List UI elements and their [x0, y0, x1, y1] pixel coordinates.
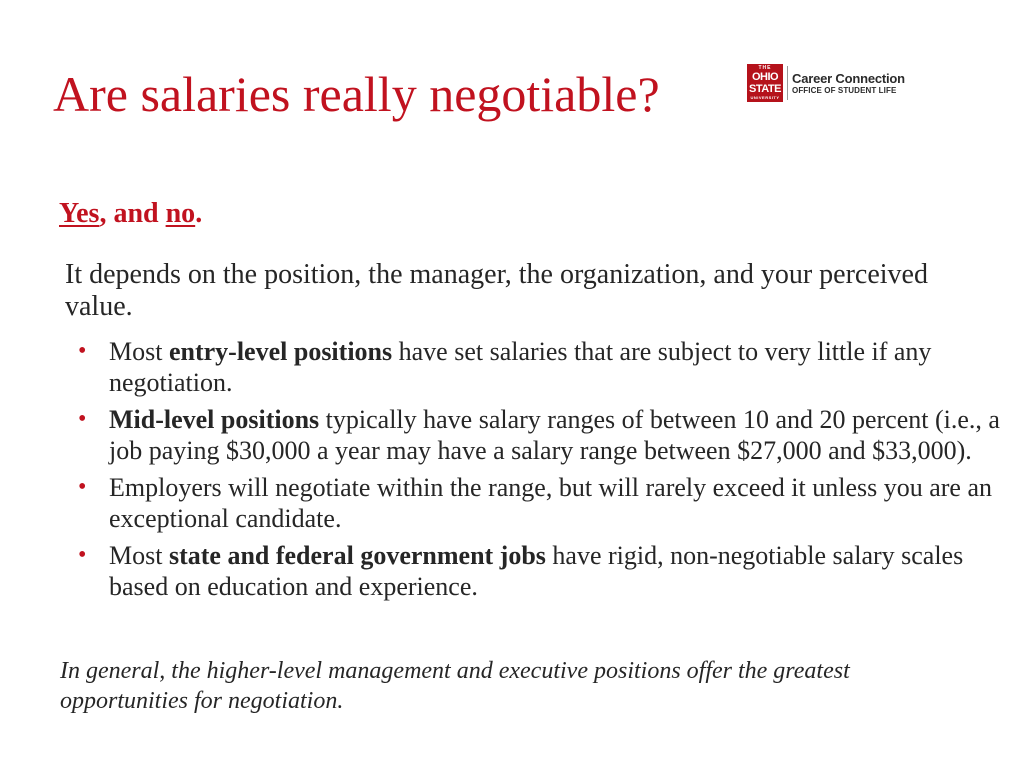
bullet-text-post: have rigid, non-negotiable salary scales based on education and experience. — [109, 541, 964, 601]
slide-title: Are salaries really negotiable? — [53, 66, 660, 122]
ohio-state-logo-block — [747, 64, 783, 102]
logo-block-bottom: UNIVERSITY — [750, 95, 780, 100]
bullet-icon: • — [78, 542, 87, 568]
intro-paragraph: It depends on the position, the manager, the organization, and your perceived value. — [65, 259, 928, 322]
footer-note: In general, the higher-level management and executive positions offer the greatest opportunities for negotiation. — [60, 658, 850, 714]
bullet-text-post: have set salaries that are subject to very little if any negotiation. — [109, 337, 932, 397]
bullet-item — [74, 540, 1004, 602]
career-connection-logo — [747, 63, 905, 103]
answer-comma: , — [99, 198, 107, 229]
logo-main-text: Career Connection — [792, 70, 905, 86]
answer-no: no — [165, 198, 196, 229]
answer-and: and — [106, 198, 166, 229]
bullet-text-pre: Most — [109, 541, 169, 570]
bullet-text-bold: state and federal government jobs — [168, 541, 546, 570]
bullet-text-post: typically have salary ranges of between 10 and 20 percent (i.e., a job paying $30,000 a year may have a salary range between $27,000 and $33,000). — [109, 405, 1000, 465]
answer-heading — [59, 196, 202, 232]
bullet-icon: • — [78, 338, 87, 364]
logo-block-line1: OHIO — [751, 71, 779, 83]
answer-yes: Yes — [59, 198, 100, 229]
bullet-list — [74, 336, 1004, 608]
bullet-item — [74, 404, 1004, 466]
bullet-text-pre: Most — [109, 337, 169, 366]
answer-period: . — [195, 198, 203, 229]
logo-divider — [787, 66, 788, 100]
bullet-icon: • — [78, 406, 87, 432]
bullet-item — [74, 336, 1004, 398]
logo-block-top: THE — [758, 65, 772, 71]
bullet-text-bold: entry-level positions — [168, 337, 393, 366]
bullet-text-bold: Mid-level positions — [109, 405, 320, 434]
logo-block-line2: STATE — [749, 83, 781, 95]
logo-sub-text: OFFICE OF STUDENT LIFE — [792, 85, 897, 95]
logo-text — [792, 71, 905, 96]
bullet-text-pre: Employers will negotiate within the range, but will rarely exceed it unless you are an exceptional candidate. — [109, 473, 993, 533]
bullet-icon: • — [78, 474, 87, 500]
bullet-item — [74, 472, 1004, 534]
